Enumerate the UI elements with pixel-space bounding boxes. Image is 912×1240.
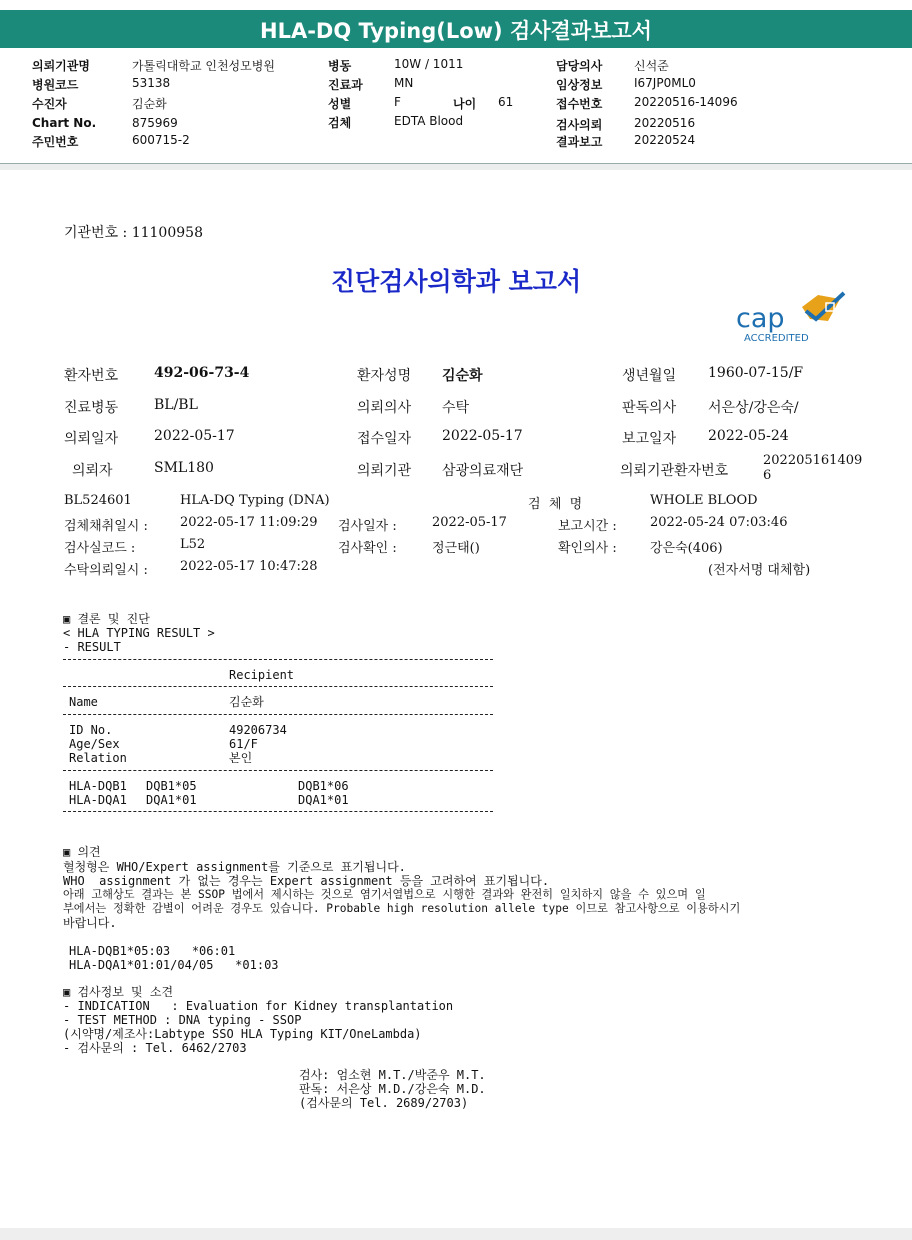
field-value: 20220516-14096 — [634, 95, 738, 109]
patient-label: 진료병동 — [64, 400, 119, 416]
info-value: 강은숙(406) — [650, 541, 723, 556]
allele-2: DQB1*06 — [298, 779, 349, 793]
field-label: 나이 — [453, 97, 477, 111]
opinion-line: 혈청형은 WHO/Expert assignment를 기준으로 표기됩니다. — [63, 860, 406, 874]
report-title: 진단검사의학과 보고서 — [330, 267, 582, 296]
patient-label: 의뢰자 — [72, 463, 113, 479]
info-value: L52 — [180, 537, 206, 552]
field-value: I67JP0ML0 — [634, 76, 696, 90]
relation-value: 본인 — [229, 751, 253, 765]
patient-label: 의뢰일자 — [64, 431, 119, 447]
header-shadow-band — [0, 164, 912, 170]
field-label: 진료과 — [328, 78, 363, 92]
patient-label: 의뢰의사 — [357, 400, 412, 416]
field-value: 김순화 — [132, 97, 167, 111]
test-code: BL524601 — [64, 493, 132, 508]
allele-line: HLA-DQA1*01:01/04/05 *01:03 — [69, 958, 279, 972]
footer-band — [0, 1228, 912, 1240]
cap-logo-word: cap — [736, 303, 785, 334]
name-label: Name — [69, 695, 98, 709]
institution-number: 기관번호 : 11100958 — [64, 225, 203, 241]
info-label: 확인의사 : — [558, 541, 617, 556]
table-divider — [63, 659, 493, 660]
patient-label: 의뢰기관 — [357, 463, 412, 479]
field-label: 병원코드 — [32, 78, 79, 92]
patient-label: 판독의사 — [622, 400, 677, 416]
result-subheading: < HLA TYPING RESULT > — [63, 626, 215, 640]
allele-1: DQA1*01 — [146, 793, 197, 807]
field-label: 임상정보 — [556, 78, 603, 92]
patient-label: 의뢰기관환자번호 — [620, 463, 729, 479]
field-value: 61 — [498, 95, 514, 109]
patient-label: 환자번호 — [64, 368, 119, 384]
agesex-value: 61/F — [229, 737, 258, 751]
field-label: 성별 — [328, 97, 352, 111]
field-value: 600715-2 — [132, 133, 190, 147]
field-label: 검체 — [328, 116, 352, 130]
field-value: 10W / 1011 — [394, 57, 464, 71]
patient-value: 삼광의료재단 — [442, 463, 524, 479]
field-value: 53138 — [132, 76, 171, 90]
table-divider — [63, 686, 493, 687]
info-label: 수탁의뢰일시 : — [64, 563, 148, 578]
id-value: 49206734 — [229, 723, 287, 737]
patient-label: 보고일자 — [622, 431, 677, 447]
patient-label: 환자성명 — [357, 368, 412, 384]
signature-line: 검사: 엄소현 M.T./박준우 M.T. — [299, 1068, 486, 1082]
table-divider — [63, 811, 493, 812]
patient-value: SML180 — [154, 460, 214, 476]
cap-logo-icon — [732, 289, 854, 349]
opinion-line: 부에서는 정확한 감별이 어려운 경우도 있습니다. Probable high resolution allele type 이므로 참고사항으로 이용하시기 — [63, 902, 741, 915]
field-label: 병동 — [328, 59, 352, 73]
patient-value-tail: 6 — [763, 468, 772, 483]
specimen-label: 검 체 명 — [528, 497, 583, 512]
info-label: 검사확인 : — [338, 541, 397, 556]
esign-note: (전자서명 대체함) — [708, 563, 811, 578]
relation-label: Relation — [69, 751, 127, 765]
testinfo-line: - INDICATION : Evaluation for Kidney transplantation — [63, 999, 454, 1013]
patient-value: 김순화 — [442, 368, 483, 384]
patient-value: 수탁 — [442, 400, 470, 416]
info-label: 검사실코드 : — [64, 541, 136, 556]
section-heading: ▣ 결론 및 진단 — [63, 612, 150, 626]
opinion-line: WHO assignment 가 없는 경우는 Expert assignment 등을 고려하여 표기됩니다. — [63, 874, 550, 888]
info-label: 보고시간 : — [558, 519, 617, 534]
patient-value: 492-06-73-4 — [154, 365, 250, 381]
field-value: MN — [394, 76, 414, 90]
patient-value: 서은상/강은숙/ — [708, 400, 799, 416]
recipient-header: Recipient — [229, 668, 295, 682]
info-value: 2022-05-24 07:03:46 — [650, 515, 788, 530]
opinion-line: 바랍니다. — [63, 916, 117, 930]
specimen-value: WHOLE BLOOD — [650, 493, 758, 508]
field-label: 검사의뢰 — [556, 118, 603, 132]
info-value: 2022-05-17 10:47:28 — [180, 559, 318, 574]
patient-label: 생년월일 — [622, 368, 677, 384]
field-label: 주민번호 — [32, 135, 79, 149]
patient-value: 202205161409 — [763, 453, 863, 468]
field-value: 20220516 — [634, 116, 696, 130]
field-label: 수진자 — [32, 97, 67, 111]
field-label: 결과보고 — [556, 135, 603, 149]
agesex-label: Age/Sex — [69, 737, 120, 751]
patient-value: 2022-05-17 — [154, 428, 235, 444]
field-label: 담당의사 — [556, 59, 603, 73]
field-value: EDTA Blood — [394, 114, 464, 128]
signature-line: 판독: 서은상 M.D./강은숙 M.D. — [299, 1082, 486, 1096]
field-value: 가톨릭대학교 인천성모병원 — [132, 59, 275, 73]
testinfo-line: (시약명/제조사:Labtype SSO HLA Typing KIT/OneLambda) — [63, 1027, 422, 1041]
patient-label: 접수일자 — [357, 431, 412, 447]
info-value: 정근태() — [432, 541, 480, 556]
testinfo-line: - 검사문의 : Tel. 6462/2703 — [63, 1041, 247, 1055]
field-value: 신석준 — [634, 59, 669, 73]
allele-line: HLA-DQB1*05:03 *06:01 — [69, 944, 236, 958]
section-heading: ▣ 검사정보 및 소견 — [63, 985, 174, 999]
field-label: 의뢰기관명 — [32, 59, 90, 73]
patient-value: BL/BL — [154, 397, 198, 413]
test-name: HLA-DQ Typing (DNA) — [180, 493, 330, 508]
patient-value: 1960-07-15/F — [708, 365, 804, 381]
table-divider — [63, 714, 493, 715]
cap-accredited-logo — [722, 270, 844, 344]
table-divider — [63, 770, 493, 771]
signature-line: (검사문의 Tel. 2689/2703) — [299, 1096, 469, 1110]
patient-value: 2022-05-17 — [442, 428, 523, 444]
info-label: 검체채취일시 : — [64, 519, 148, 534]
locus-name: HLA-DQB1 — [69, 779, 127, 793]
info-label: 검사일자 : — [338, 519, 397, 534]
field-value: F — [394, 95, 401, 109]
field-value: 875969 — [132, 116, 178, 130]
info-value: 2022-05-17 11:09:29 — [180, 515, 318, 530]
section-heading: ▣ 의견 — [63, 845, 101, 859]
name-value: 김순화 — [229, 695, 264, 709]
locus-name: HLA-DQA1 — [69, 793, 127, 807]
result-subheading: - RESULT — [63, 640, 121, 654]
field-value: 20220524 — [634, 133, 696, 147]
info-value: 2022-05-17 — [432, 515, 507, 530]
id-label: ID No. — [69, 723, 113, 737]
field-label: 접수번호 — [556, 97, 603, 111]
patient-value: 2022-05-24 — [708, 428, 789, 444]
cap-accredited-text: ACCREDITED — [744, 333, 809, 344]
field-label: Chart No. — [32, 116, 97, 130]
allele-2: DQA1*01 — [298, 793, 349, 807]
testinfo-line: - TEST METHOD : DNA typing - SSOP — [63, 1013, 302, 1027]
opinion-line: 아래 고해상도 결과는 본 SSOP 법에서 제시하는 것으로 염기서열법으로 시행한 결과와 완전히 일치하지 않을 수 있으며 일 — [63, 888, 706, 901]
page-title: HLA-DQ Typing(Low) 검사결과보고서 — [260, 19, 652, 43]
allele-1: DQB1*05 — [146, 779, 197, 793]
